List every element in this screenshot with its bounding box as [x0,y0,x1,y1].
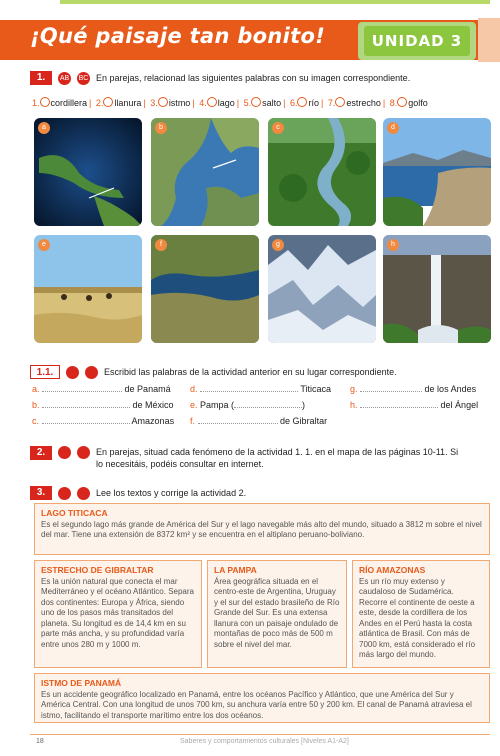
text-heading: ISTMO DE PANAMÁ [41,678,122,688]
writing-icon [85,366,98,379]
fill-item-e[interactable]: e. Pampa ( ) [190,400,306,410]
answer-blank[interactable] [42,391,122,392]
fill-item-f[interactable]: f. de Gibraltar [190,416,328,426]
photo-e-pampa [34,235,142,343]
option-5[interactable]: 5. salto [243,98,282,108]
photo-f-strait-gibraltar [151,235,259,343]
fill-item-g[interactable]: g. de los Andes [350,384,477,394]
photo-label: h [387,239,399,251]
top-green-line [60,0,490,4]
photo-label: a [38,122,50,134]
answer-circle[interactable] [158,97,168,107]
answer-blank[interactable] [360,391,422,392]
exercise-instruction: En parejas, situad cada fenómeno de la actividad 1. 1. en el mapa de las páginas 10-11. Si lo necesitáis, podéis consultar en internet. [96,447,459,469]
landscape-image [34,235,142,343]
text-body: Es un río muy extenso y caudaloso de Sudamérica. Recorre el continente de oeste a este, desde la cordillera de los Andes en el Perú hasta la costa atlántica de Brasil. Con más de 7000 km, está considerado el río más largo del mundo. [359,576,476,659]
footer-note: Saberes y comportamientos culturales [Niveles A1-A2] [180,738,349,745]
satellite-image [151,235,259,343]
answer-circle[interactable] [207,97,217,107]
unit-badge: UNIDAD 3 [364,26,470,56]
option-7[interactable]: 7. estrecho [327,98,381,108]
text-heading: LAGO TITICACA [41,508,108,518]
speaking-icon: BC [77,72,90,85]
internet-icon [77,446,90,459]
aerial-image [268,118,376,226]
fill-item-c[interactable]: c. Amazonas [32,416,175,426]
exercise-number: 3. [30,486,52,500]
answer-blank[interactable] [360,407,438,408]
option-1[interactable]: 1. cordillera [32,98,88,108]
answer-circle[interactable] [335,97,345,107]
landscape-image [383,235,491,343]
exercise-number: 2. [30,446,52,460]
exercise-number: 1. [30,71,52,85]
text-body: Es un accidente geográfico localizado en Panamá, entre los océanos Pacífico y Atlántico, que une América del Sur y América Central. Con una longitud de unos 700 km, su anchura varía entre 50 y 200 km. El canal de Panamá atraviesa el istmo, facilitando el transporte marítimo entre los dos océanos. [41,689,472,720]
answer-circle[interactable] [40,97,50,107]
photo-label: g [272,239,284,251]
text-heading: ESTRECHO DE GIBRALTAR [41,565,154,575]
exercise-1-header [30,71,410,85]
text-rio-amazonas [352,560,490,668]
fill-item-d[interactable]: d. Titicaca [190,384,332,394]
photo-h-angel-falls [383,235,491,343]
correct-icon [77,487,90,500]
exercise-instruction: En parejas, relacionad las siguientes palabras con su imagen correspondiente. [96,73,411,83]
photo-label: d [387,122,399,134]
option-2[interactable]: 2. llanura [95,98,142,108]
exercise-2-header [30,446,490,470]
photo-b-map-gulf-mexico [151,118,259,226]
satellite-image [34,118,142,226]
answer-circle[interactable] [297,97,307,107]
banner-corner [478,18,500,62]
page-title: ¡Qué paisaje tan bonito! [30,24,326,48]
text-estrecho-gibraltar [34,560,202,668]
photo-label: c [272,122,284,134]
pair-work-icon [58,446,71,459]
text-heading: LA PAMPA [214,565,257,575]
answer-blank[interactable] [42,407,130,408]
exercise-instruction: Escribid las palabras de la actividad anterior en su lugar correspondiente. [104,367,397,377]
text-heading: RÍO AMAZONAS [359,565,426,575]
text-la-pampa [207,560,347,668]
exercise-number: 1.1. [30,365,60,379]
photo-a-satellite-panama [34,118,142,226]
page-number: 18 [36,738,44,745]
text-body: Es el segundo lago más grande de América del Sur y el lago navegable más alto del mundo, situado a 3812 m sobre el nivel del mar. Tiene una extensión de 8372 km² y se encuentra en el altiplano peruano-boliviano. [41,519,482,539]
satellite-image [151,118,259,226]
fill-item-b[interactable]: b. de México [32,400,174,410]
answer-blank[interactable] [234,407,302,408]
aerial-image [268,235,376,343]
answer-blank[interactable] [42,423,130,424]
footer-rule [30,734,490,735]
answer-blank[interactable] [200,391,298,392]
answer-circle[interactable] [251,97,261,107]
exercise-3-header [30,486,246,500]
photo-label: e [38,239,50,251]
exercise-instruction: Lee los textos y corrige la actividad 2. [96,488,247,498]
answer-blank[interactable] [198,423,278,424]
answer-circle[interactable] [397,97,407,107]
photo-g-andes [268,235,376,343]
text-lago-titicaca [34,503,490,555]
reading-icon [58,487,71,500]
pair-work-icon: AB [58,72,71,85]
landscape-image [383,118,491,226]
top-strip [0,0,500,8]
option-8[interactable]: 8. golfo [389,98,428,108]
photo-label: f [155,239,167,251]
option-3[interactable]: 3. istmo [150,98,191,108]
photo-c-amazon-river [268,118,376,226]
unit-banner [0,18,500,60]
text-istmo-panama [34,673,490,723]
text-body: Es la unión natural que conecta el mar Mediterráneo y el océano Atlántico. Separa dos continentes: Europa y África, siendo uno de los pasos más transitados del planeta. Su longitud es de 14,4 km en su parte más ancha, y su profundidad varía entre unos 280 m y 1000 m. [41,576,194,649]
fill-item-h[interactable]: h. del Ángel [350,400,479,410]
exercise-1-1-header [30,365,397,379]
photo-label: b [155,122,167,134]
pair-work-icon [66,366,79,379]
fill-item-a[interactable]: a. de Panamá [32,384,171,394]
word-options: 1. cordillera | 2. llanura | 3. istmo | 4. lago | 5. salto | 6. río | 7. estrecho | 8. golfo [32,98,428,108]
answer-circle[interactable] [103,97,113,107]
option-4[interactable]: 4. lago [199,98,235,108]
photo-d-lake-titicaca [383,118,491,226]
text-body: Área geográfica situada en el centro-este de Argentina, Uruguay y el sur del estado brasileño de Río Grande del Sur. Es una extensa llanura con un paisaje ondulado de montañas de poco más de 500 m sobre el nivel del mar. [214,576,340,649]
option-6[interactable]: 6. río [289,98,319,108]
